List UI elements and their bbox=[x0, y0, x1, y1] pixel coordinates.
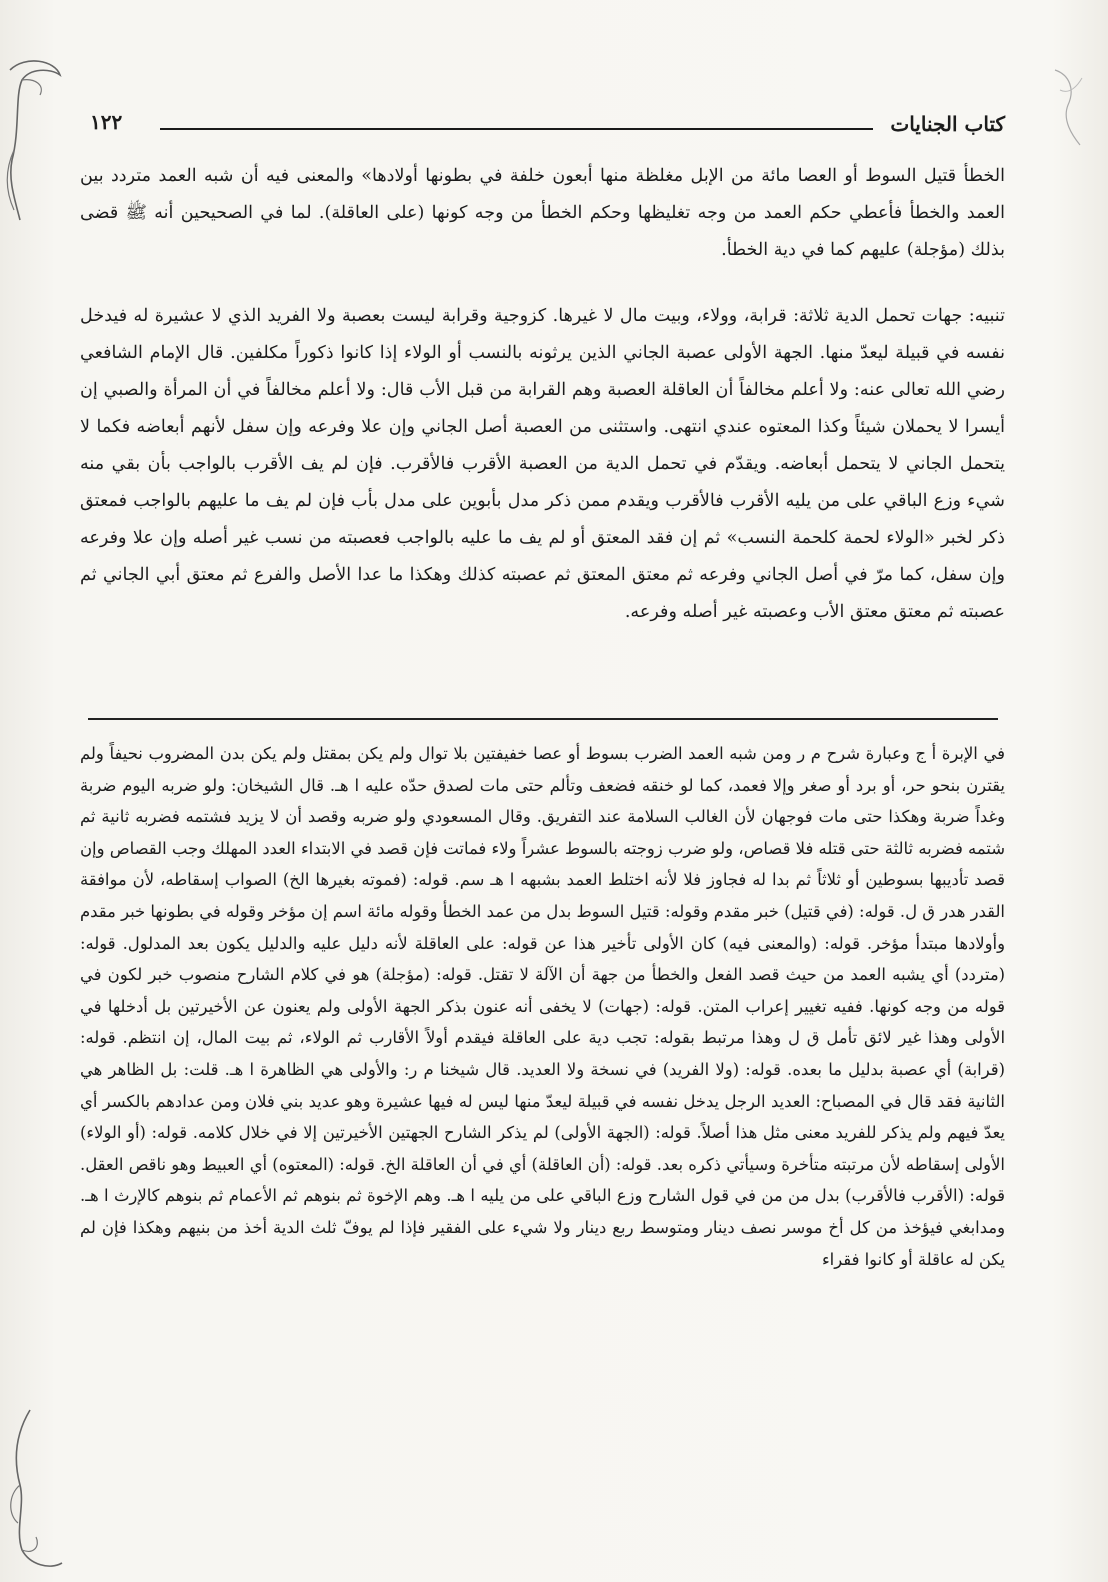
page-header bbox=[90, 112, 1005, 146]
main-paragraph-1: الخطأ قتيل السوط أو العصا مائة من الإبل مغلظة منها أبعون خلفة في بطونها أولادها» والمعنى فيه أن شبه العمد متردد بين العمد والخطأ فأعطي حكم العمد من وجه تغليظها وحكم الخطأ من وجه كونها (على العاقلة). لما في الصحيحين أنه ﷺ قضى بذلك (مؤجلة) عليهم كما في دية الخطأ. bbox=[80, 166, 1005, 260]
footnotes-block: في الإبرة أ ج وعبارة شرح م ر ومن شبه العمد الضرب بسوط أو عصا خفيفتين بلا توال ولم يكن بمقتل ولم يكن بدن المضروب نحيفاً ولم يقترن بنحو حر، أو برد أو صغر وإلا فعمد، كما لو خنقه فضعف وتألم حتى مات لصدق حدّه عليه ا هـ. قال الشيخان: ولو ضربه اليوم ضربة وغداً ضربة وهكذا حتى مات فوجهان لأن الغالب السلامة عند التفريق. وقال المسعودي ولو ضربه وقصد أن لا يزيد فشتمه فضربه ثانية ثم شتمه فضربه ثالثة حتى قتله فلا قصاص، ولو ضرب زوجته بالسوط عشراً ولاء فماتت فإن قصد في الابتداء العدد المهلك وجب القصاص وإن قصد تأديبها بسوطين أو ثلاثاً ثم بدا له فجاوز فلا لأنه اختلط العمد بشبهه ا هـ سم. قوله: (فموته بغيرها الخ) الصواب إسقاطه، لأن موافقة القدر هدر ق ل. قوله: (في قتيل) خبر مقدم وقوله: قتيل السوط بدل من عمد الخطأ وقوله مائة اسم إن مؤخر وقوله في بطونها خبر مقدم وأولادها مبتدأ مؤخر. قوله: (والمعنى فيه) كان الأولى تأخير هذا عن قوله: على العاقلة لأنه دليل عليه والدليل يكون بعد المدلول. قوله: (متردد) أي يشبه العمد من حيث قصد الفعل والخطأ من جهة أن الآلة لا تقتل. قوله: (مؤجلة) هو في كلام الشارح منصوب خبر لكون في قوله من وجه كونها. ففيه تغيير إعراب المتن. قوله: (جهات) لا يخفى أنه عنون بذكر الجهة الأولى ولم يعنون عن الأخيرتين بل أدخلها في الأولى وهذا غير لائق تأمل ق ل وهذا مرتبط بقوله: تجب دية على العاقلة فيقدم أولاً الأقارب ثم الولاء، ثم بيت المال، إن انتظم. قوله: (قرابة) أي عصبة بدليل ما بعده. قوله: (ولا الفريد) في نسخة ولا العديد. قال شيخنا م ر: والأولى هي الظاهرة ا هـ. قلت: بل الظاهر هي الثانية فقد قال في المصباح: العديد الرجل يدخل نفسه في قبيلة ليعدّ منها ليس له فيها عشيرة وهو عديد بني فلان ومن عدادهم بالكسر أي يعدّ فيهم ولم يذكر للفريد معنى مثل هذا أصلاً. قوله: (الجهة الأولى) لم يذكر الشارح الجهتين الأخيرتين إلا في خلال كلامه. قوله: (أو الولاء) الأولى إسقاطه لأن مرتبته متأخرة وسيأتي ذكره بعد. قوله: (أن العاقلة) أي في أن العاقلة الخ. قوله: (المعتوه) أي العبيط وهو ناقص العقل. قوله: (الأقرب فالأقرب) بدل من من في قول الشارح وزع الباقي على من يليه ا هـ. وهم الإخوة ثم بنوهم ثم الأعمام ثم بنوهم كالإرث ا هـ. ومدابغي فيؤخذ من كل أخ موسر نصف دينار ومتوسط ربع دينار ولا شيء على الفقير فإذا لم يوفّ ثلث الدية أخذ من بنيهم وهكذا فإن لم يكن له عاقلة أو كانوا فقراء bbox=[80, 744, 1005, 1269]
book-title: كتاب الجنايات bbox=[890, 112, 1005, 136]
ornament-top-left-icon bbox=[0, 50, 70, 230]
main-paragraph-2: تنبيه: جهات تحمل الدية ثلاثة: قرابة، وولاء، وبيت مال لا غيرها. كزوجية وقرابة ليست بعصبة ولا الفريد الذي لا عشيرة له فيدخل نفسه في قبيلة ليعدّ منها. الجهة الأولى عصبة الجاني الذين يرثونه بالنسب أو الولاء إذا كانوا ذكوراً مكلفين. قال الإمام الشافعي رضي الله تعالى عنه: ولا أعلم مخالفاً أن العاقلة العصبة وهم القرابة من قبل الأب قال: ولا أعلم مخالفاً في أن المرأة والصبي إن أيسرا لا يحملان شيئاً وكذا المعتوه عندي انتهى. واستثنى من العصبة أصل الجاني وإن علا وفرعه وإن سفل لأنهم أبعاضه فكما لا يتحمل الجاني لا يتحمل أبعاضه. ويقدّم في تحمل الدية من العصبة الأقرب فالأقرب. فإن لم يف الأقرب بالواجب بأن بقي منه شيء وزع الباقي على من يليه الأقرب فالأقرب ويقدم ممن ذكر مدل بأبوين على مدل بأب فإن لم يف ما عليهم بالواجب فمعتق ذكر لخبر «الولاء لحمة كلحمة النسب» ثم إن فقد المعتق أو لم يف ما عليه بالواجب فعصبته من نسب غير أصله وإن علا وفرعه وإن سفل، كما مرّ في أصل الجاني وفرعه ثم معتق المعتق ثم عصبته كذلك وهكذا ما عدا الأصل والفرع ثم معتق أبي الجاني ثم عصبته ثم معتق معتق الأب وعصبته غير أصله وفرعه. bbox=[80, 306, 1005, 622]
page-number: ١٢٢ bbox=[90, 110, 123, 134]
header-rule bbox=[160, 128, 873, 130]
ornament-bottom-left-icon bbox=[0, 1405, 70, 1580]
ornament-top-right-icon bbox=[1050, 60, 1090, 150]
footnote-separator bbox=[88, 718, 998, 720]
